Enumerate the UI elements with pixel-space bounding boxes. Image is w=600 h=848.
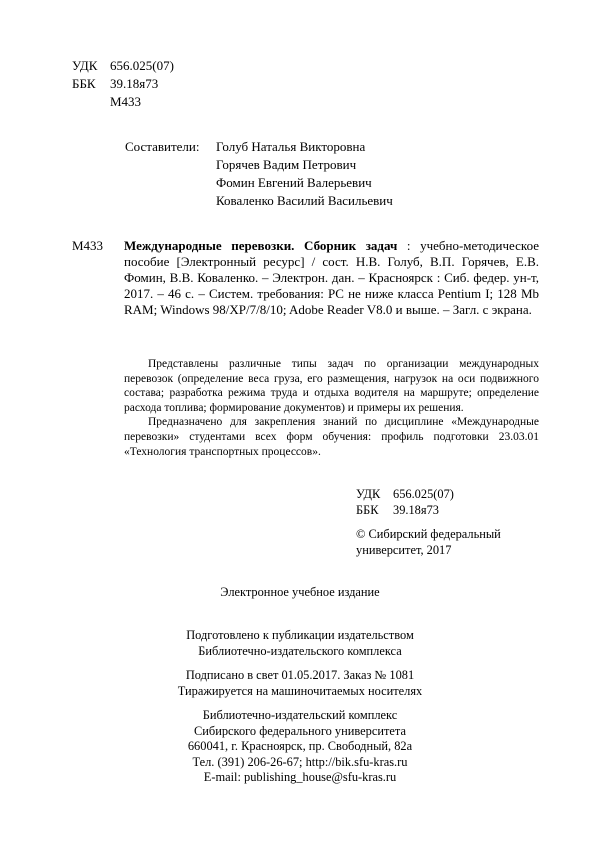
- udk-value: 656.025(07): [110, 58, 174, 73]
- udk-key: УДК: [72, 58, 98, 73]
- annotation-paragraph: Представлены различные типы задач по организации международных перевозок (определение веса груза, его размещения, нагрузок на оси подвижного состава; разработка режима труда и отдыха водителя на маршруте; определение расхода топлива; формирование документов) и примеры их решения.: [124, 358, 539, 414]
- bib-entry: [124, 238, 539, 318]
- publisher-line: 660041, г. Красноярск, пр. Свободный, 82а: [187, 739, 413, 753]
- bib-mark: М433: [72, 238, 104, 253]
- publisher-line: Тел. (391) 206-26-67; http://bik.sfu-kras.ru: [192, 754, 408, 769]
- edition-type: Электронное учебное издание: [220, 585, 380, 599]
- prepared-line: Библиотечно-издательского комплекса: [198, 643, 402, 658]
- annotation: [124, 357, 539, 459]
- signed-line: Подписано в свет 01.05.2017. Заказ № 1081: [185, 668, 415, 682]
- publisher-line: Библиотечно-издательский комплекс: [202, 708, 398, 722]
- publisher-block: [0, 708, 600, 786]
- bbk-key: ББК: [72, 76, 96, 91]
- signed-line: Тиражируется на машиночитаемых носителях: [177, 683, 423, 698]
- udk-key: УДК: [356, 487, 381, 501]
- udk-value: 656.025(07): [393, 487, 454, 501]
- bbk-value: 39.18я73: [393, 503, 439, 517]
- compiler-name: Голуб Наталья Викторовна: [216, 139, 366, 154]
- publisher-line: E-mail: publishing_house@sfu-kras.ru: [203, 770, 397, 784]
- publisher-line: Сибирского федерального университета: [194, 723, 406, 738]
- compiler-name: Коваленко Василий Васильевич: [216, 193, 393, 208]
- bib-body: : учебно-методическое пособие [Электронный ресурс] / сост. Н.В. Голуб, В.П. Горячев, Е.В. Фомин, В.В. Коваленко. – Электрон. дан. – Красноярск : Сиб. федер. ун-т, 2017. – 46 с. – Систем. требования: PC не ниже класса Pentium I; 128 Mb RAM; Windows 98/XP/7/8/10; Adobe Reader V8.0 и выше. – Загл. с экрана.: [124, 238, 539, 317]
- copyright-line: © Сибирский федеральный: [356, 527, 501, 541]
- bib-title: Международные перевозки. Сборник задач: [124, 238, 398, 253]
- compiler-name: Фомин Евгений Валерьевич: [216, 175, 372, 190]
- bbk-key: ББК: [356, 503, 379, 517]
- compiler-name: Горячев Вадим Петрович: [216, 157, 357, 172]
- signed-block: [0, 668, 600, 699]
- author-mark: М433: [110, 94, 142, 109]
- copyright-line: университет, 2017: [356, 543, 452, 557]
- bbk-value: 39.18я73: [110, 76, 159, 91]
- annotation-paragraph: Предназначено для закрепления знаний по дисциплине «Международные перевозки» студентами всех форм обучения: профиль подготовки 23.03.01 «Технология транспортных процессов».: [124, 416, 539, 458]
- prepared-block: [0, 628, 600, 659]
- prepared-line: Подготовлено к публикации издательством: [186, 628, 414, 642]
- compilers-label: Составители:: [125, 139, 200, 154]
